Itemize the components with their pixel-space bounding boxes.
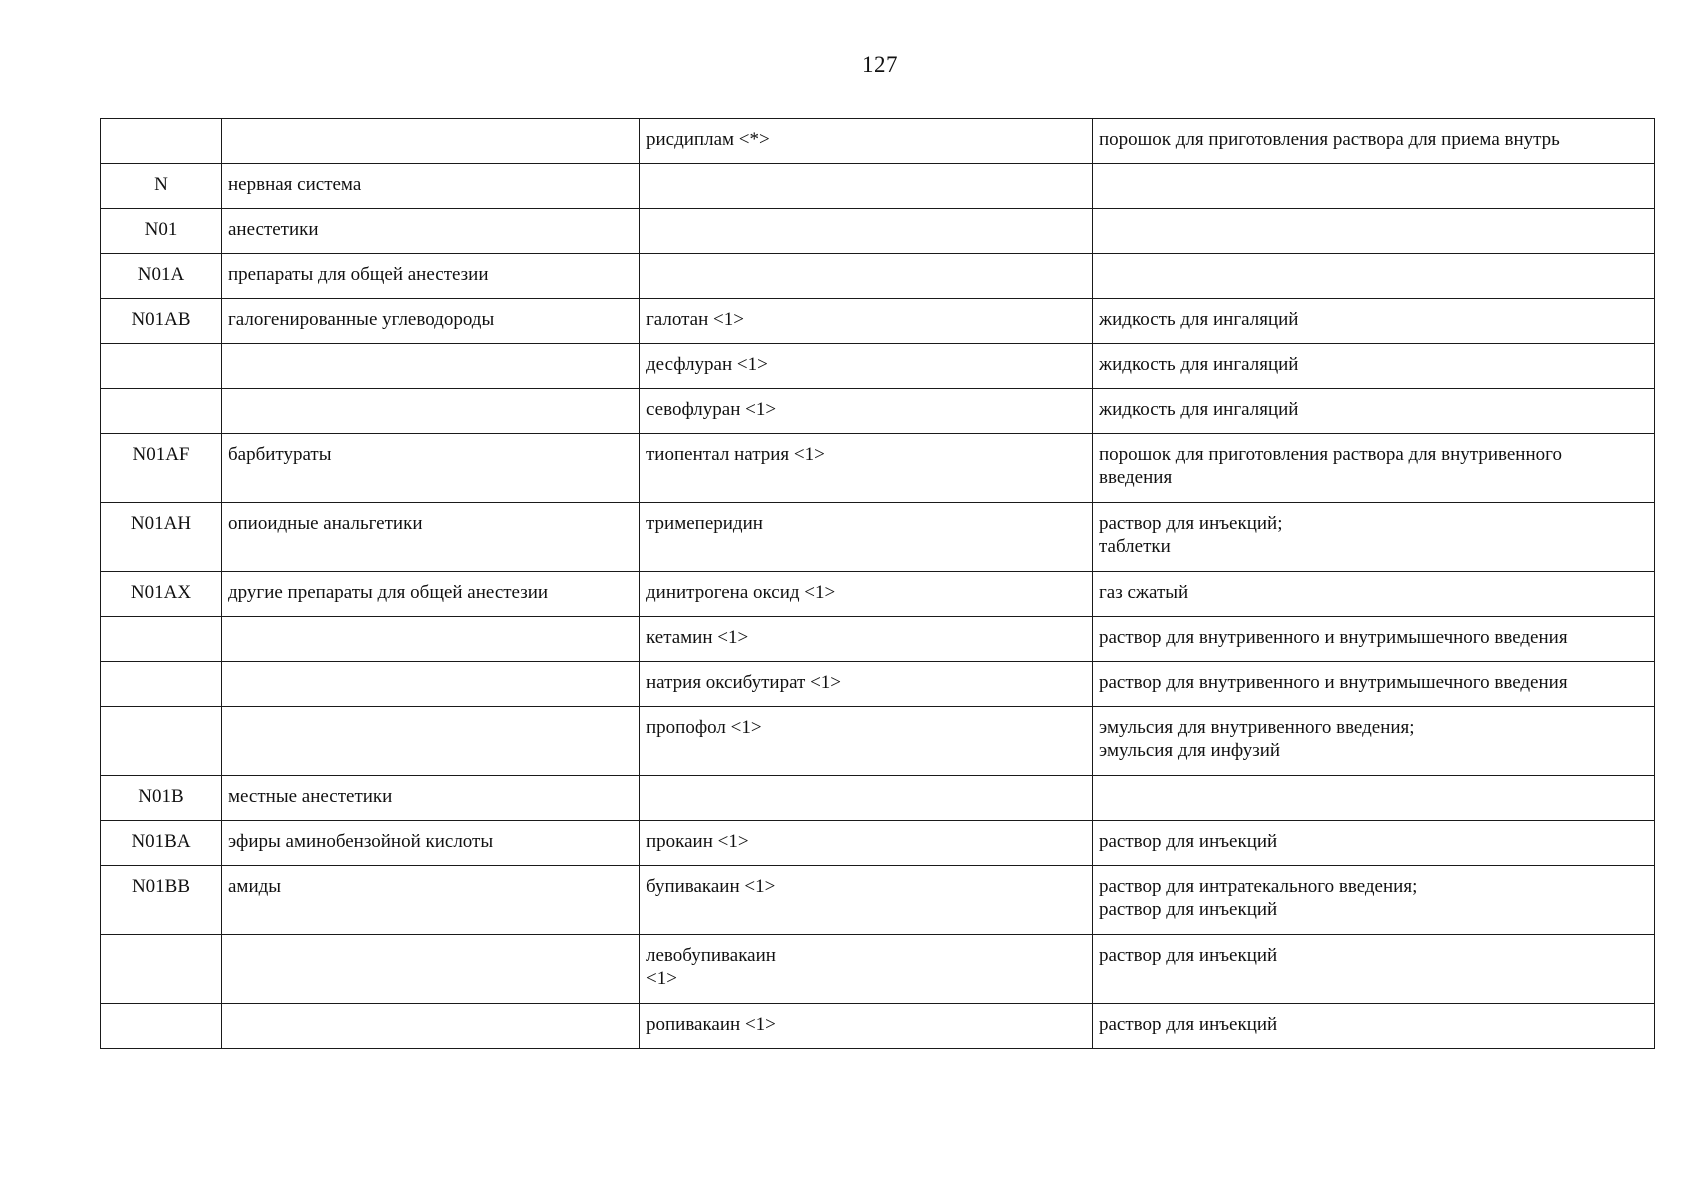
atc-code-cell: N01BB: [101, 866, 222, 935]
atc-code-cell: [101, 119, 222, 164]
drug-name-cell: пропофол <1>: [640, 707, 1093, 776]
group-name-cell: [222, 344, 640, 389]
atc-code-cell: N: [101, 164, 222, 209]
group-name-cell: барбитураты: [222, 434, 640, 503]
atc-code-cell: [101, 389, 222, 434]
drug-name-cell: прокаин <1>: [640, 821, 1093, 866]
dosage-form-cell: газ сжатый: [1093, 572, 1655, 617]
table-row: [101, 344, 1655, 389]
table-row: [101, 254, 1655, 299]
group-name-cell: [222, 617, 640, 662]
dosage-form-cell: жидкость для ингаляций: [1093, 389, 1655, 434]
drug-name-cell: натрия оксибутират <1>: [640, 662, 1093, 707]
group-name-cell: галогенированные углеводороды: [222, 299, 640, 344]
group-name-cell: [222, 389, 640, 434]
drug-name-cell: [640, 254, 1093, 299]
group-name-cell: анестетики: [222, 209, 640, 254]
group-name-cell: [222, 662, 640, 707]
group-name-cell: [222, 119, 640, 164]
atc-code-cell: N01: [101, 209, 222, 254]
drug-name-cell: тиопентал натрия <1>: [640, 434, 1093, 503]
drug-name-cell: [640, 209, 1093, 254]
group-name-cell: препараты для общей анестезии: [222, 254, 640, 299]
table-row: [101, 617, 1655, 662]
dosage-form-cell: раствор для внутривенного и внутримышечного введения: [1093, 662, 1655, 707]
atc-code-cell: [101, 617, 222, 662]
dosage-form-cell: [1093, 164, 1655, 209]
table-row: [101, 299, 1655, 344]
table-row: [101, 776, 1655, 821]
drug-name-cell: динитрогена оксид <1>: [640, 572, 1093, 617]
dosage-form-cell: раствор для интратекального введения; раствор для инъекций: [1093, 866, 1655, 935]
table-row: [101, 434, 1655, 503]
atc-code-cell: [101, 344, 222, 389]
dosage-form-cell: раствор для инъекций: [1093, 935, 1655, 1004]
group-name-cell: нервная система: [222, 164, 640, 209]
atc-code-cell: [101, 707, 222, 776]
dosage-form-cell: [1093, 254, 1655, 299]
drug-name-cell: галотан <1>: [640, 299, 1093, 344]
atc-code-cell: N01A: [101, 254, 222, 299]
dosage-form-cell: порошок для приготовления раствора для приема внутрь: [1093, 119, 1655, 164]
table-row: [101, 1004, 1655, 1049]
dosage-form-cell: раствор для инъекций: [1093, 821, 1655, 866]
dosage-form-cell: [1093, 776, 1655, 821]
group-name-cell: опиоидные анальгетики: [222, 503, 640, 572]
table-row: [101, 866, 1655, 935]
table-row: [101, 662, 1655, 707]
atc-code-cell: N01BA: [101, 821, 222, 866]
drug-name-cell: левобупивакаин <1>: [640, 935, 1093, 1004]
atc-code-cell: N01AX: [101, 572, 222, 617]
group-name-cell: [222, 1004, 640, 1049]
dosage-form-cell: жидкость для ингаляций: [1093, 344, 1655, 389]
drug-name-cell: [640, 776, 1093, 821]
drug-name-cell: ропивакаин <1>: [640, 1004, 1093, 1049]
table-row: [101, 164, 1655, 209]
dosage-form-cell: эмульсия для внутривенного введения; эмульсия для инфузий: [1093, 707, 1655, 776]
dosage-form-cell: порошок для приготовления раствора для внутривенного введения: [1093, 434, 1655, 503]
drug-name-cell: [640, 164, 1093, 209]
drug-name-cell: рисдиплам <*>: [640, 119, 1093, 164]
group-name-cell: амиды: [222, 866, 640, 935]
dosage-form-cell: раствор для внутривенного и внутримышечного введения: [1093, 617, 1655, 662]
table-body: [101, 119, 1655, 1049]
group-name-cell: эфиры аминобензойной кислоты: [222, 821, 640, 866]
drug-name-cell: кетамин <1>: [640, 617, 1093, 662]
table-row: [101, 821, 1655, 866]
atc-code-cell: N01AF: [101, 434, 222, 503]
drug-table: [100, 118, 1655, 1049]
drug-name-cell: бупивакаин <1>: [640, 866, 1093, 935]
atc-code-cell: [101, 662, 222, 707]
page-number: 127: [862, 52, 898, 77]
atc-code-cell: N01B: [101, 776, 222, 821]
dosage-form-cell: жидкость для ингаляций: [1093, 299, 1655, 344]
table-row: [101, 572, 1655, 617]
group-name-cell: [222, 707, 640, 776]
table-row: [101, 503, 1655, 572]
drug-name-cell: севофлуран <1>: [640, 389, 1093, 434]
group-name-cell: местные анестетики: [222, 776, 640, 821]
group-name-cell: [222, 935, 640, 1004]
atc-code-cell: N01AH: [101, 503, 222, 572]
drug-name-cell: десфлуран <1>: [640, 344, 1093, 389]
table-row: [101, 707, 1655, 776]
atc-code-cell: N01AB: [101, 299, 222, 344]
table-row: [101, 209, 1655, 254]
dosage-form-cell: [1093, 209, 1655, 254]
dosage-form-cell: раствор для инъекций: [1093, 1004, 1655, 1049]
atc-code-cell: [101, 1004, 222, 1049]
drug-name-cell: тримеперидин: [640, 503, 1093, 572]
group-name-cell: другие препараты для общей анестезии: [222, 572, 640, 617]
table-row: [101, 119, 1655, 164]
atc-code-cell: [101, 935, 222, 1004]
table-row: [101, 389, 1655, 434]
table-row: [101, 935, 1655, 1004]
dosage-form-cell: раствор для инъекций; таблетки: [1093, 503, 1655, 572]
